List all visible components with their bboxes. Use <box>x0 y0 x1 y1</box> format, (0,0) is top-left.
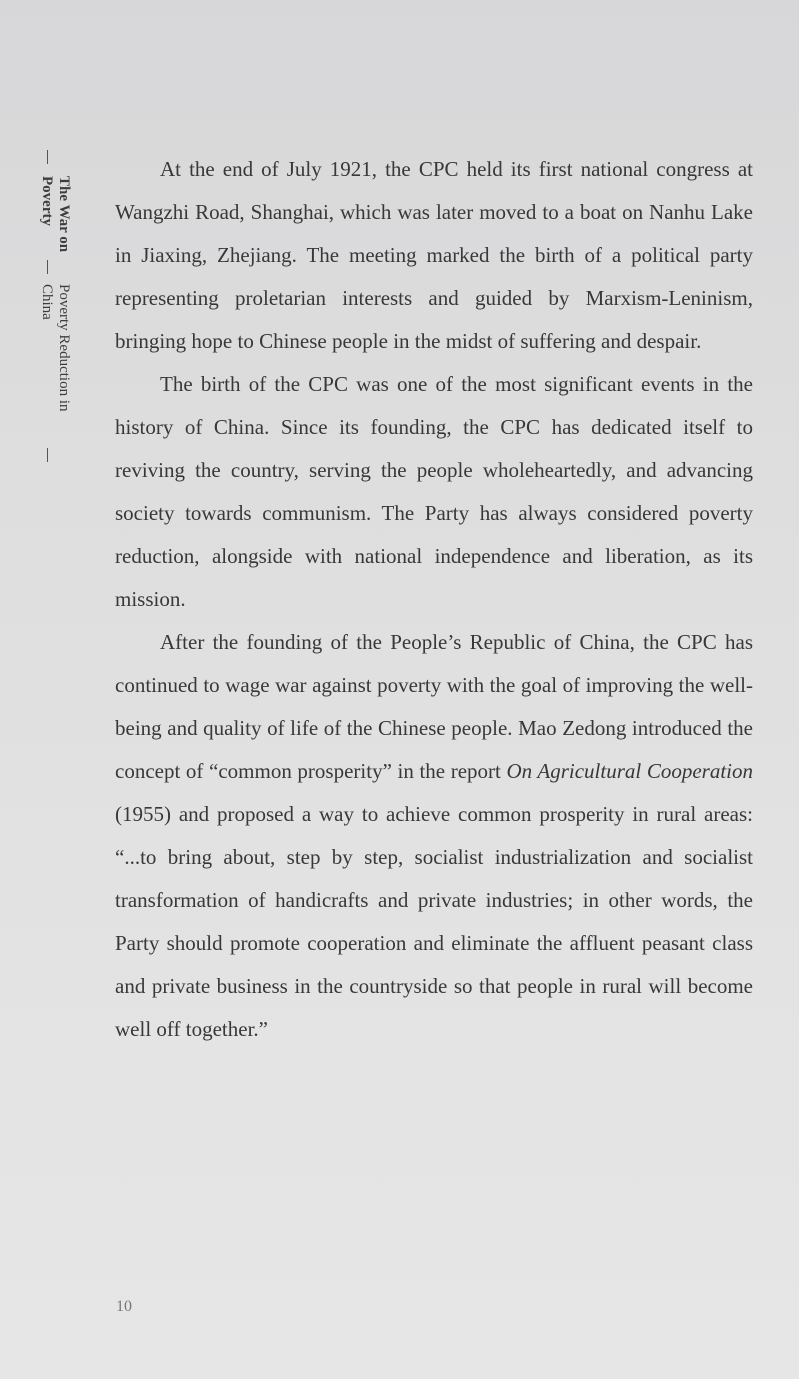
paragraph-text-before-title: After the founding of the People’s Republic of China, the CPC has continued to wage war against poverty with the goal of improving the well-being and quality of life of the Chinese people. Mao Zedong introduced the concept of “common prosperity” in the report <box>115 630 753 783</box>
report-title: On Agricultural Cooperation <box>506 759 753 783</box>
paragraph-birth-of-cpc: The birth of the CPC was one of the most significant events in the history of China. Since its founding, the CPC has dedicated itself to reviving the country, serving the people wholeheartedly, and advancing society towards communism. The Party has always considered poverty reduction, alongside with national independence and liberation, as its mission. <box>115 372 753 611</box>
header-rule-middle <box>47 260 48 274</box>
running-header-series-title: Poverty Reduction in China <box>39 284 72 412</box>
running-header-book-title: The War on Poverty <box>39 176 72 253</box>
running-header <box>24 150 72 462</box>
page-number: 10 <box>116 1298 132 1315</box>
body-text <box>115 148 753 1051</box>
paragraph-common-prosperity <box>115 621 753 1051</box>
header-rule-top <box>47 150 48 164</box>
header-rule-bottom <box>47 448 48 462</box>
paragraph-cpc-first-congress: At the end of July 1921, the CPC held its first national congress at Wangzhi Road, Shanghai, which was later moved to a boat on Nanhu Lake in Jiaxing, Zhejiang. The meeting marked the birth of a political party representing proletarian interests and guided by Marxism-Leninism, bringing hope to Chinese people in the midst of suffering and despair. <box>115 157 753 353</box>
paragraph-text-after-title: (1955) and proposed a way to achieve common prosperity in rural areas: “...to bring about, step by step, socialist industrialization and socialist transformation of handicrafts and private industries; in other words, the Party should promote cooperation and eliminate the affluent peasant class and private business in the countryside so that people in rural will become well off together.” <box>115 802 753 1041</box>
